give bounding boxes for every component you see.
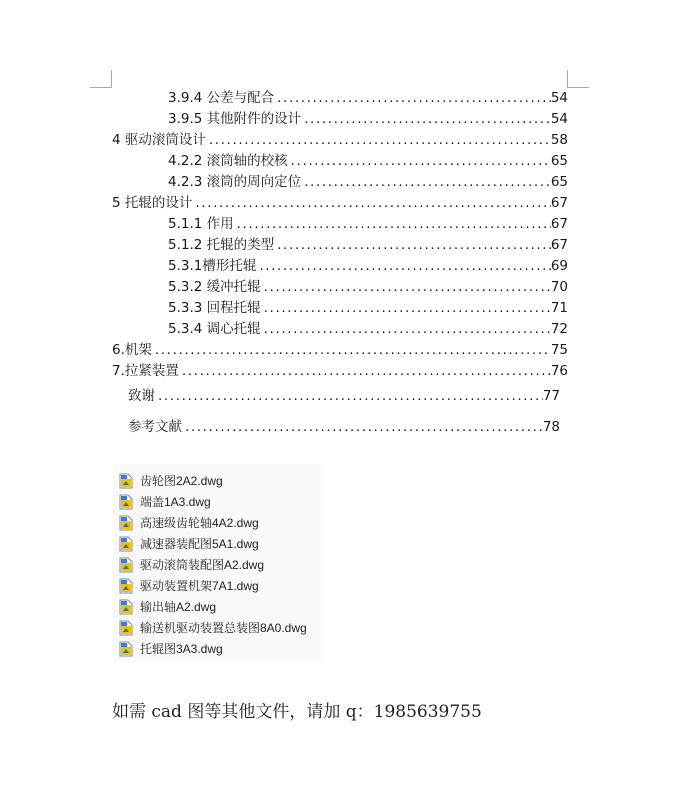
toc-entry-page: 67 (550, 237, 568, 253)
toc-entry (168, 151, 568, 172)
toc-entry-page: 54 (550, 90, 568, 106)
toc-entry (112, 193, 568, 214)
file-item[interactable] (119, 638, 223, 659)
toc-entry (168, 235, 568, 256)
toc-entry (168, 298, 568, 319)
toc-entry-page: 69 (550, 258, 568, 274)
toc-entry-label: 5.3.3 回程托辊 (168, 300, 261, 316)
toc-entry-label: 5.3.4 调心托辊 (168, 321, 261, 337)
file-item[interactable] (119, 596, 216, 617)
file-name: 减速器装配图5A1.dwg (140, 537, 259, 551)
toc-entry-page: 70 (550, 279, 568, 295)
toc-entry (168, 277, 568, 298)
toc-entry (128, 386, 560, 407)
toc-entry-page: 65 (550, 174, 568, 190)
contact-note: 如需 cad 图等其他文件，请加 q：1985639755 (112, 702, 482, 722)
file-item[interactable] (119, 491, 211, 512)
dwg-file-icon (119, 494, 133, 510)
toc-entry-page: 76 (550, 363, 568, 379)
toc-entry (168, 256, 568, 277)
dwg-file-icon (119, 641, 133, 657)
toc-entry-label: 致谢 (128, 388, 155, 404)
file-name: 输送机驱动装置总装图8A0.dwg (140, 621, 307, 635)
file-name: 齿轮图2A2.dwg (140, 474, 223, 488)
file-name: 高速级齿轮轴4A2.dwg (140, 516, 259, 530)
toc-entry-page: 65 (550, 153, 568, 169)
toc-entry (168, 88, 568, 109)
toc-entry-label: 6.机架 (112, 342, 152, 358)
toc-entry-label: 4 驱动滚筒设计 (112, 132, 206, 148)
dwg-file-icon (119, 515, 133, 531)
toc-entry-page: 78 (542, 419, 560, 435)
toc-entry (112, 130, 568, 151)
toc-entry-label: 5 托辊的设计 (112, 195, 193, 211)
dwg-file-icon (119, 578, 133, 594)
toc-entry-label: 5.1.2 托辊的类型 (168, 237, 275, 253)
toc-entry-label: 3.9.4 公差与配合 (168, 90, 275, 106)
dwg-file-icon (119, 536, 133, 552)
toc-entry-page: 67 (550, 216, 568, 232)
toc-entry-label: 3.9.5 其他附件的设计 (168, 111, 302, 127)
toc-entry-label: 7.拉紧装置 (112, 363, 179, 379)
toc-entry (168, 172, 568, 193)
file-item[interactable] (119, 512, 259, 533)
dwg-file-icon (119, 557, 133, 573)
file-name: 驱动装置机架7A1.dwg (140, 579, 259, 593)
toc-entry (168, 109, 568, 130)
toc-entry-page: 67 (550, 195, 568, 211)
toc-entry (128, 417, 560, 438)
toc-entry-page: 54 (550, 111, 568, 127)
file-item[interactable] (119, 554, 264, 575)
file-name: 端盖1A3.dwg (140, 495, 211, 509)
toc-entry (112, 340, 568, 361)
toc-entry (168, 214, 568, 235)
toc-entry-label: 5.1.1 作用 (168, 216, 234, 232)
file-name: 输出轴A2.dwg (140, 600, 217, 614)
dwg-file-icon (119, 599, 133, 615)
toc-entry-label: 4.2.2 滚筒轴的校核 (168, 153, 288, 169)
file-item[interactable] (119, 575, 259, 596)
toc-entry-page: 72 (550, 321, 568, 337)
file-item[interactable] (119, 617, 307, 638)
toc-entry-page: 58 (550, 132, 568, 148)
dwg-file-icon (119, 620, 133, 636)
toc-entry-page: 71 (550, 300, 568, 316)
toc-entry-label: 5.3.2 缓冲托辊 (168, 279, 261, 295)
file-item[interactable] (119, 470, 223, 491)
toc-entry-label: 参考文献 (128, 419, 182, 435)
dwg-file-icon (119, 473, 133, 489)
file-name: 托辊图3A3.dwg (140, 642, 223, 656)
toc-entry-label: 4.2.3 滚筒的周向定位 (168, 174, 302, 190)
toc-entry-label: 5.3.1槽形托辊 (168, 258, 257, 274)
toc-entry (112, 361, 568, 382)
toc-entry-page: 75 (550, 342, 568, 358)
toc-entry-page: 77 (542, 388, 560, 404)
file-list (113, 464, 323, 662)
file-item[interactable] (119, 533, 259, 554)
toc-entry (168, 319, 568, 340)
file-name: 驱动滚筒装配图A2.dwg (140, 558, 265, 572)
